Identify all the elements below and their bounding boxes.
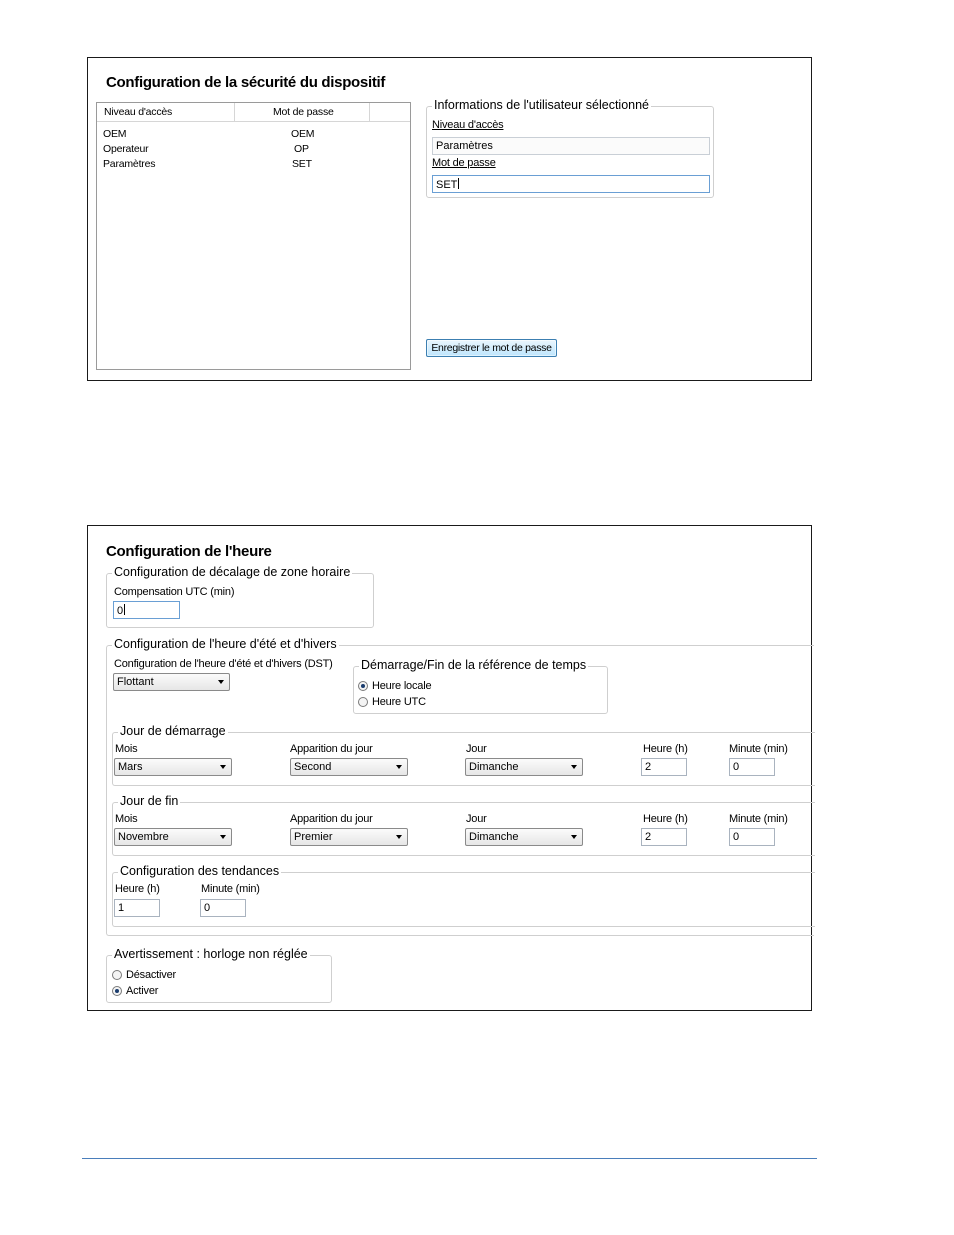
start-minute-field[interactable]: 0 — [729, 758, 775, 776]
chevron-down-icon — [571, 765, 577, 769]
access-level-list[interactable] — [96, 102, 411, 370]
radio-local-time[interactable]: Heure locale — [358, 680, 431, 692]
radio-selected-icon — [112, 986, 122, 996]
dst-title: Configuration de l'heure d'été et d'hivers — [114, 637, 337, 651]
start-month-label: Mois — [115, 743, 138, 755]
end-day-title: Jour de fin — [120, 794, 179, 808]
row-access-level: Operateur — [103, 143, 149, 155]
end-minute-label: Minute (min) — [729, 813, 788, 825]
row-password: OP — [294, 143, 309, 155]
end-day-group — [112, 794, 815, 856]
row-access-level: Paramètres — [103, 158, 156, 170]
password-field[interactable]: SET — [432, 175, 710, 193]
utc-offset-label: Compensation UTC (min) — [114, 586, 235, 598]
chevron-down-icon — [218, 680, 224, 684]
column-header-password[interactable]: Mot de passe — [273, 106, 334, 118]
start-occurrence-label: Apparition du jour — [290, 743, 373, 755]
chevron-down-icon — [396, 765, 402, 769]
start-hour-field[interactable]: 2 — [641, 758, 687, 776]
start-hour-label: Heure (h) — [643, 743, 688, 755]
password-label: Mot de passe — [432, 157, 496, 169]
radio-enable[interactable]: Activer — [112, 985, 158, 997]
dst-group — [106, 637, 814, 936]
utc-offset-field[interactable]: 0 — [113, 601, 180, 619]
start-day-dropdown[interactable]: Dimanche — [465, 758, 583, 776]
radio-selected-icon — [358, 681, 368, 691]
chevron-down-icon — [220, 835, 226, 839]
trends-title: Configuration des tendances — [120, 864, 280, 878]
chevron-down-icon — [396, 835, 402, 839]
trends-hour-field[interactable]: 1 — [114, 899, 160, 917]
end-day-dropdown[interactable]: Dimanche — [465, 828, 583, 846]
row-password: OEM — [291, 128, 315, 140]
trends-group — [112, 864, 815, 927]
timezone-group — [106, 565, 374, 628]
access-level-field[interactable]: Paramètres — [432, 137, 710, 155]
access-level-label: Niveau d'accès — [432, 119, 504, 131]
time-title: Configuration de l'heure — [106, 543, 272, 560]
user-info-title: Informations de l'utilisateur sélectionné — [434, 98, 650, 112]
security-title: Configuration de la sécurité du dispositif — [106, 74, 386, 91]
end-minute-field[interactable]: 0 — [729, 828, 775, 846]
end-day-label: Jour — [466, 813, 487, 825]
chevron-down-icon — [571, 835, 577, 839]
end-hour-label: Heure (h) — [643, 813, 688, 825]
end-occurrence-label: Apparition du jour — [290, 813, 373, 825]
start-occurrence-dropdown[interactable]: Second — [290, 758, 408, 776]
start-day-title: Jour de démarrage — [120, 724, 226, 738]
end-month-dropdown[interactable]: Novembre — [114, 828, 232, 846]
row-access-level: OEM — [103, 128, 127, 140]
start-month-dropdown[interactable]: Mars — [114, 758, 232, 776]
clock-warning-title: Avertissement : horloge non réglée — [114, 947, 308, 961]
end-hour-field[interactable]: 2 — [641, 828, 687, 846]
trends-minute-label: Minute (min) — [201, 883, 260, 895]
column-header-access-level[interactable]: Niveau d'accès — [104, 106, 173, 118]
time-reference-group — [353, 658, 608, 714]
clock-warning-group — [106, 947, 332, 1003]
end-month-label: Mois — [115, 813, 138, 825]
radio-unselected-icon — [112, 970, 122, 980]
start-minute-label: Minute (min) — [729, 743, 788, 755]
trends-hour-label: Heure (h) — [115, 883, 160, 895]
start-day-group — [112, 724, 815, 786]
user-info-group — [426, 98, 714, 198]
security-panel — [87, 57, 812, 381]
footer-divider — [82, 1158, 817, 1159]
radio-utc-time[interactable]: Heure UTC — [358, 696, 426, 708]
time-reference-title: Démarrage/Fin de la référence de temps — [361, 658, 587, 672]
end-occurrence-dropdown[interactable]: Premier — [290, 828, 408, 846]
timezone-title: Configuration de décalage de zone horaire — [114, 565, 351, 579]
list-header — [97, 103, 410, 122]
dst-mode-dropdown[interactable]: Flottant — [113, 673, 230, 691]
save-password-button[interactable]: Enregistrer le mot de passe — [426, 339, 557, 357]
row-password: SET — [292, 158, 312, 170]
start-day-label: Jour — [466, 743, 487, 755]
trends-minute-field[interactable]: 0 — [200, 899, 246, 917]
time-panel — [87, 525, 812, 1011]
radio-disable[interactable]: Désactiver — [112, 969, 176, 981]
dst-mode-label: Configuration de l'heure d'été et d'hivers (DST) — [114, 658, 333, 670]
radio-unselected-icon — [358, 697, 368, 707]
chevron-down-icon — [220, 765, 226, 769]
